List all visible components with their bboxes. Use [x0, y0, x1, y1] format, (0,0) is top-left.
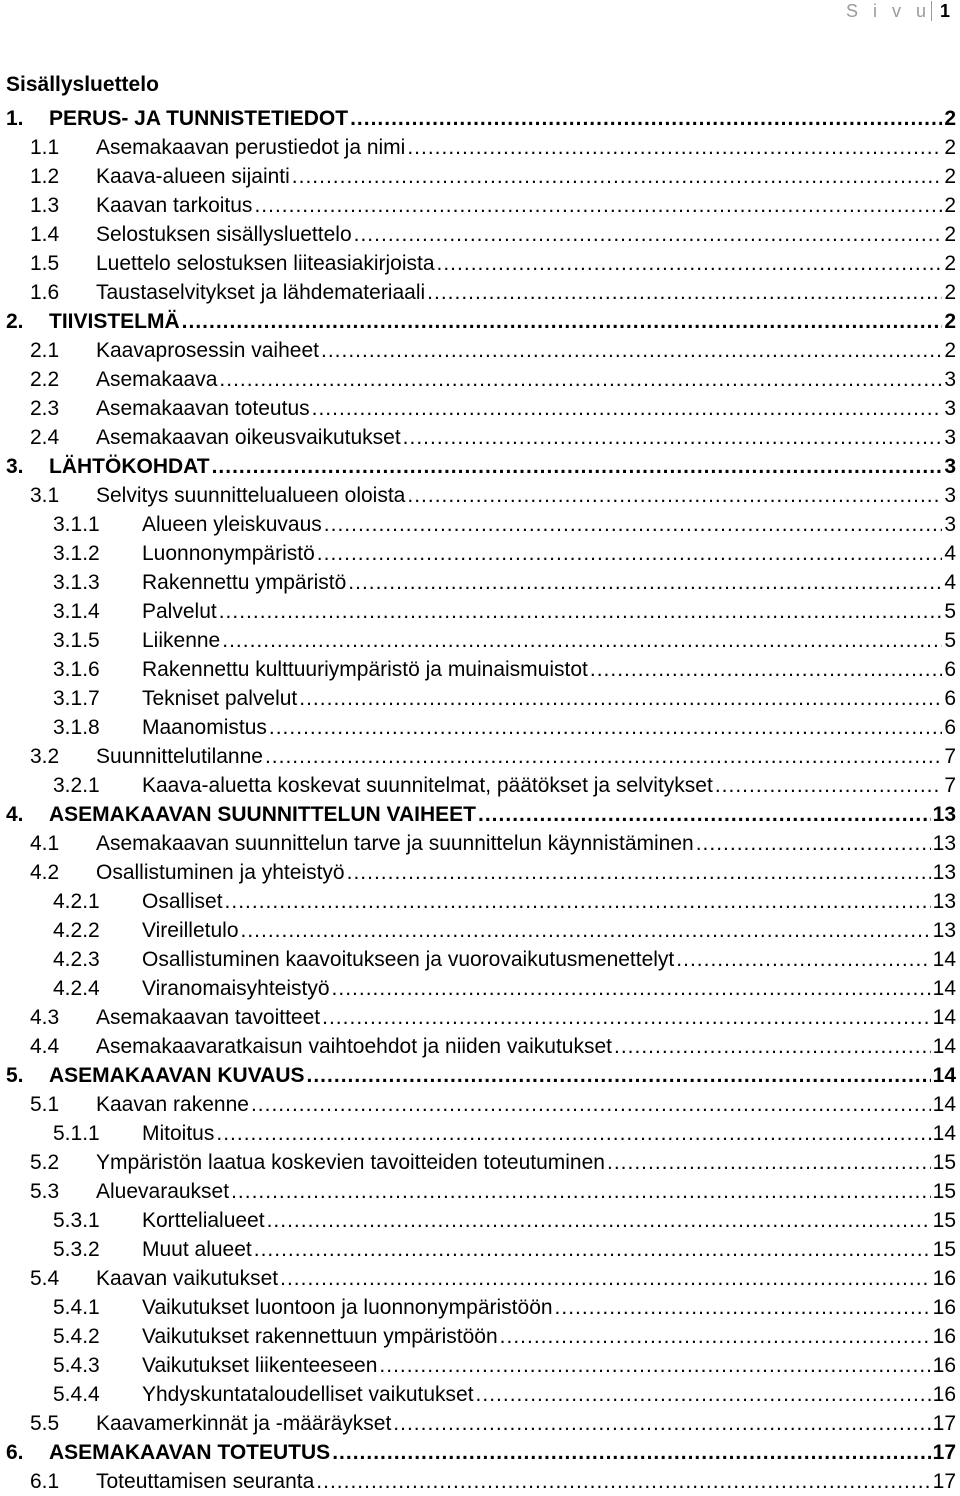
toc-dot-leader	[321, 336, 942, 365]
toc-entry-number: 2.2	[30, 368, 60, 391]
toc-entry-number: 4.2.3	[53, 948, 100, 971]
toc-entry[interactable]	[6, 597, 956, 626]
toc-entry[interactable]	[6, 742, 956, 771]
toc-entry-number: 3.1.4	[53, 600, 100, 623]
toc-entry-page: 4	[944, 571, 956, 594]
toc-entry-number: 1.1	[30, 136, 60, 159]
toc-entry-number: 1.4	[30, 223, 60, 246]
toc-dot-leader	[182, 307, 943, 336]
toc-entry-page: 16	[932, 1325, 956, 1348]
toc-entry-page: 2	[944, 281, 956, 304]
toc-entry-title: Yhdyskuntataloudelliset vaikutukset	[142, 1383, 474, 1406]
toc-entry-page: 4	[944, 542, 956, 565]
toc-entry[interactable]	[6, 1293, 956, 1322]
toc-entry-page: 17	[932, 1470, 956, 1493]
toc-entry-number: 3.1	[30, 484, 60, 507]
toc-entry-page: 5	[944, 600, 956, 623]
toc-entry-page: 14	[932, 948, 956, 971]
toc-entry-number: 5.4.3	[53, 1354, 100, 1377]
toc-entry[interactable]	[6, 1061, 956, 1090]
toc-entry[interactable]	[6, 568, 956, 597]
toc-entry-title: LÄHTÖKOHDAT	[49, 455, 210, 478]
toc-entry-title: Osallistuminen kaavoitukseen ja vuorovaikutusmenettelyt	[142, 948, 675, 971]
toc-entry-page: 2	[944, 136, 956, 159]
toc-dot-leader	[393, 1409, 930, 1438]
toc-entry-number: 3.1.8	[53, 716, 100, 739]
toc-entry[interactable]	[6, 800, 956, 829]
toc-dot-leader	[241, 916, 931, 945]
toc-entry[interactable]	[6, 1409, 956, 1438]
toc-entry-title: Liikenne	[142, 629, 221, 652]
toc-entry-page: 15	[932, 1180, 956, 1203]
toc-dot-leader	[590, 655, 942, 684]
toc-entry-title: Kaavan rakenne	[96, 1093, 249, 1116]
toc-entry[interactable]	[6, 1380, 956, 1409]
toc-dot-leader	[219, 597, 943, 626]
toc-entry-title: Rakennettu kulttuuriympäristö ja muinaismuistot	[142, 658, 588, 681]
toc-entry[interactable]	[6, 858, 956, 887]
toc-entry-title: Kaavaprosessin vaiheet	[96, 339, 319, 362]
toc-entry-title: Kaava-alueen sijainti	[96, 165, 290, 188]
toc-entry[interactable]	[6, 104, 956, 133]
toc-entry[interactable]	[6, 1235, 956, 1264]
toc-dot-leader	[312, 394, 943, 423]
toc-entry-page: 7	[944, 745, 956, 768]
toc-entry[interactable]	[6, 452, 956, 481]
toc-dot-leader	[280, 1264, 931, 1293]
toc-entry-number: 3.1.5	[53, 629, 100, 652]
toc-entry-page: 6	[944, 716, 956, 739]
toc-entry-title: Palvelut	[142, 600, 217, 623]
toc-entry-page: 15	[932, 1238, 956, 1261]
toc-entry-number: 1.3	[30, 194, 60, 217]
toc-entry-title: Asemakaavan tavoitteet	[96, 1006, 321, 1029]
toc-dot-leader	[216, 1119, 930, 1148]
toc-entry-title: Maanomistus	[142, 716, 267, 739]
toc-entry-number: 4.2.4	[53, 977, 100, 1000]
toc-entry-title: PERUS- JA TUNNISTETIEDOT	[49, 107, 349, 130]
toc-entry[interactable]	[6, 1148, 956, 1177]
toc-dot-leader	[407, 481, 942, 510]
page-header	[846, 0, 950, 22]
toc-entry[interactable]	[6, 887, 956, 916]
toc-entry[interactable]	[6, 278, 956, 307]
toc-dot-leader	[715, 771, 943, 800]
toc-entry-page: 2	[944, 339, 956, 362]
toc-entry-page: 14	[932, 1064, 956, 1087]
toc-entry[interactable]	[6, 655, 956, 684]
toc-entry-page: 6	[944, 687, 956, 710]
toc-entry-page: 13	[932, 861, 956, 884]
toc-entry[interactable]	[6, 249, 956, 278]
toc-dot-leader	[354, 220, 943, 249]
toc-entry-title: Asemakaavaratkaisun vaihtoehdot ja niiden vaikutukset	[96, 1035, 612, 1058]
toc-entry-page: 15	[932, 1209, 956, 1232]
toc-entry[interactable]	[6, 713, 956, 742]
toc-dot-leader	[500, 1322, 931, 1351]
toc-entry-title: Taustaselvitykset ja lähdemateriaali	[96, 281, 426, 304]
toc-entry-title: Luettelo selostuksen liiteasiakirjoista	[96, 252, 435, 275]
toc-dot-leader	[350, 104, 942, 133]
toc-entry-page: 3	[944, 484, 956, 507]
toc-entry-page: 16	[932, 1267, 956, 1290]
toc-title: Sisällysluettelo	[6, 73, 159, 96]
toc-entry-page: 16	[932, 1354, 956, 1377]
toc-dot-leader	[251, 1090, 931, 1119]
toc-entry-number: 1.2	[30, 165, 60, 188]
toc-entry[interactable]	[6, 1119, 956, 1148]
toc-entry[interactable]	[6, 684, 956, 713]
toc-entry-title: Viranomaisyhteistyö	[142, 977, 330, 1000]
page-number: 1	[939, 0, 950, 21]
toc-entry-title: Kaava-aluetta koskevat suunnitelmat, päätökset ja selvitykset	[142, 774, 713, 797]
toc-entry[interactable]	[6, 336, 956, 365]
toc-dot-leader	[307, 1061, 931, 1090]
toc-entry-number: 4.1	[30, 832, 60, 855]
toc-entry-title: Osallistuminen ja yhteistyö	[96, 861, 345, 884]
toc-entry-title: Selvitys suunnittelualueen oloista	[96, 484, 406, 507]
toc-entry-number: 2.	[6, 310, 24, 333]
toc-dot-leader	[254, 1235, 931, 1264]
toc-entry[interactable]	[6, 1177, 956, 1206]
toc-entry-title: Selostuksen sisällysluettelo	[96, 223, 352, 246]
toc-entry-page: 17	[932, 1412, 956, 1435]
toc-entry-number: 5.3.1	[53, 1209, 100, 1232]
toc-entry-page: 2	[944, 252, 956, 275]
toc-entry-page: 14	[932, 1035, 956, 1058]
toc-entry-title: Tekniset palvelut	[142, 687, 298, 710]
toc-entry[interactable]	[6, 626, 956, 655]
toc-entry[interactable]	[6, 365, 956, 394]
toc-entry-title: Vaikutukset luontoon ja luonnonympäristöön	[142, 1296, 553, 1319]
toc-entry-title: Korttelialueet	[142, 1209, 265, 1232]
toc-entry-number: 5.1.1	[53, 1122, 100, 1145]
toc-entry-page: 6	[944, 658, 956, 681]
toc-dot-leader	[254, 191, 942, 220]
toc-entry-page: 13	[932, 919, 956, 942]
toc-entry-number: 2.1	[30, 339, 60, 362]
page-label: S i v u	[845, 0, 931, 21]
toc-entry-number: 3.1.1	[53, 513, 100, 536]
toc-entry-number: 5.1	[30, 1093, 60, 1116]
toc-entry-number: 1.5	[30, 252, 60, 275]
toc-entry-page: 13	[932, 890, 956, 913]
toc-dot-leader	[324, 510, 943, 539]
toc-entry-page: 3	[944, 368, 956, 391]
toc-entry[interactable]	[6, 916, 956, 945]
toc-entry-title: Vaikutukset liikenteeseen	[142, 1354, 378, 1377]
toc-dot-leader	[222, 626, 942, 655]
toc-dot-leader	[212, 452, 943, 481]
toc-entry-title: Kaavamerkinnät ja -määräykset	[96, 1412, 392, 1435]
toc-entry-page: 5	[944, 629, 956, 652]
toc-entry-number: 1.6	[30, 281, 60, 304]
toc-entry-page: 2	[944, 223, 956, 246]
toc-dot-leader	[292, 162, 943, 191]
toc-entry-title: Asemakaavan oikeusvaikutukset	[96, 426, 401, 449]
toc-dot-leader	[614, 1032, 931, 1061]
toc-entry-title: Muut alueet	[142, 1238, 252, 1261]
toc-entry-number: 3.1.2	[53, 542, 100, 565]
toc-entry-title: Mitoitus	[142, 1122, 215, 1145]
toc-entry-page: 14	[932, 1006, 956, 1029]
toc-entry[interactable]	[6, 481, 956, 510]
toc-entry-title: Alueen yleiskuvaus	[142, 513, 322, 536]
toc-entry-title: TIIVISTELMÄ	[49, 310, 180, 333]
toc-entry[interactable]	[6, 162, 956, 191]
toc-dot-leader	[427, 278, 942, 307]
toc-entry-number: 2.4	[30, 426, 60, 449]
toc-dot-leader	[299, 684, 942, 713]
toc-dot-leader	[322, 1003, 931, 1032]
toc-entry-number: 4.2.2	[53, 919, 100, 942]
toc-entry-number: 6.	[6, 1441, 24, 1464]
toc-entry-number: 3.1.3	[53, 571, 100, 594]
toc-entry-title: Vireilletulo	[142, 919, 239, 942]
toc-entry-number: 4.2	[30, 861, 60, 884]
toc-entry-number: 3.1.7	[53, 687, 100, 710]
toc-dot-leader	[478, 800, 931, 829]
toc-dot-leader	[317, 539, 943, 568]
toc-entry-page: 7	[944, 774, 956, 797]
toc-entry[interactable]	[6, 220, 956, 249]
toc-dot-leader	[267, 1206, 931, 1235]
toc-entry-number: 3.1.6	[53, 658, 100, 681]
toc-entry-number: 3.2.1	[53, 774, 100, 797]
toc-entry-title: Vaikutukset rakennettuun ympäristöön	[142, 1325, 498, 1348]
toc-entry[interactable]	[6, 539, 956, 568]
toc-entry-number: 5.4	[30, 1267, 60, 1290]
toc-entry-number: 1.	[6, 107, 24, 130]
toc-entry-page: 15	[932, 1151, 956, 1174]
toc-dot-leader	[269, 713, 942, 742]
toc-entry-page: 13	[932, 803, 956, 826]
toc-entry-page: 3	[944, 513, 956, 536]
toc-dot-leader	[407, 133, 942, 162]
toc-entry-title: Toteuttamisen seuranta	[96, 1470, 315, 1493]
toc-dot-leader	[265, 742, 942, 771]
toc-entry-page: 3	[944, 426, 956, 449]
toc-entry-title: Asemakaavan perustiedot ja nimi	[96, 136, 406, 159]
toc-entry[interactable]	[6, 771, 956, 800]
toc-dot-leader	[225, 887, 931, 916]
toc-entry[interactable]	[6, 1090, 956, 1119]
toc-dot-leader	[607, 1148, 931, 1177]
toc-entry-number: 5.3.2	[53, 1238, 100, 1261]
toc-entry[interactable]	[6, 829, 956, 858]
toc-entry-number: 5.	[6, 1064, 24, 1087]
toc-entry[interactable]	[6, 1438, 956, 1467]
toc-entry-number: 3.	[6, 455, 24, 478]
toc-entry[interactable]	[6, 1264, 956, 1293]
toc-entry-number: 5.4.1	[53, 1296, 100, 1319]
toc-entry-number: 3.2	[30, 745, 60, 768]
toc-entry-number: 5.3	[30, 1180, 60, 1203]
toc-entry-title: Osalliset	[142, 890, 223, 913]
toc-entry-title: Asemakaavan suunnittelun tarve ja suunnittelun käynnistäminen	[96, 832, 694, 855]
toc-entry-number: 2.3	[30, 397, 60, 420]
toc-entry-page: 2	[944, 107, 956, 130]
toc-entry-title: Aluevaraukset	[96, 1180, 230, 1203]
toc-entry[interactable]	[6, 394, 956, 423]
toc-entry[interactable]	[6, 423, 956, 452]
toc-entry-page: 14	[932, 977, 956, 1000]
toc-entry-number: 5.2	[30, 1151, 60, 1174]
toc-dot-leader	[403, 423, 943, 452]
toc-entry[interactable]	[6, 1322, 956, 1351]
toc-entry-number: 4.3	[30, 1006, 60, 1029]
toc-entry-page: 2	[944, 194, 956, 217]
toc-entry-title: Asemakaavan toteutus	[96, 397, 310, 420]
toc-entry-number: 4.	[6, 803, 24, 826]
toc-entry-title: Suunnittelutilanne	[96, 745, 263, 768]
toc-entry-number: 4.4	[30, 1035, 60, 1058]
toc-entry-title: Asemakaava	[96, 368, 218, 391]
toc-entry-title: Ympäristön laatua koskevien tavoitteiden toteutuminen	[96, 1151, 605, 1174]
toc-dot-leader	[476, 1380, 931, 1409]
toc-entry-number: 6.1	[30, 1470, 60, 1493]
toc-entry-page: 14	[932, 1122, 956, 1145]
toc-entry[interactable]	[6, 510, 956, 539]
toc-dot-leader	[676, 945, 930, 974]
toc-entry[interactable]	[6, 307, 956, 336]
toc-dot-leader	[332, 974, 931, 1003]
toc-entry-number: 5.4.2	[53, 1325, 100, 1348]
toc-entry[interactable]	[6, 1003, 956, 1032]
toc-entry-title: Kaavan tarkoitus	[96, 194, 253, 217]
toc-entry-page: 2	[944, 310, 956, 333]
toc-entry-title: ASEMAKAAVAN SUUNNITTELUN VAIHEET	[49, 803, 477, 826]
toc-entry[interactable]	[6, 1351, 956, 1380]
toc-entry-title: ASEMAKAAVAN TOTEUTUS	[49, 1441, 331, 1464]
toc-dot-leader	[347, 858, 931, 887]
toc-entry-title: Luonnonympäristö	[142, 542, 315, 565]
toc-dot-leader	[231, 1177, 931, 1206]
toc-entry-number: 5.5	[30, 1412, 60, 1435]
toc-entry[interactable]	[6, 945, 956, 974]
toc-entry-page: 2	[944, 165, 956, 188]
toc-entry-page: 3	[944, 455, 956, 478]
toc-entry[interactable]	[6, 191, 956, 220]
toc-entry-page: 17	[932, 1441, 956, 1464]
toc-entry[interactable]	[6, 1032, 956, 1061]
toc-dot-leader	[437, 249, 943, 278]
toc-dot-leader	[696, 829, 931, 858]
toc-entry-title: ASEMAKAAVAN KUVAUS	[49, 1064, 305, 1087]
toc-dot-leader	[379, 1351, 930, 1380]
toc-dot-leader	[348, 568, 942, 597]
toc-dot-leader	[219, 365, 942, 394]
header-divider	[931, 1, 932, 21]
toc-entry-page: 16	[932, 1383, 956, 1406]
toc-entry-page: 13	[932, 832, 956, 855]
toc-entry-number: 5.4.4	[53, 1383, 100, 1406]
toc-entry[interactable]	[6, 974, 956, 1003]
toc-entry[interactable]	[6, 133, 956, 162]
toc-entry-page: 14	[932, 1093, 956, 1116]
toc-entry-title: Kaavan vaikutukset	[96, 1267, 279, 1290]
table-of-contents	[6, 104, 956, 1496]
toc-entry-number: 4.2.1	[53, 890, 100, 913]
toc-entry-page: 16	[932, 1296, 956, 1319]
toc-entry-title: Rakennettu ympäristö	[142, 571, 347, 594]
toc-entry-page: 3	[944, 397, 956, 420]
toc-dot-leader	[332, 1438, 930, 1467]
toc-dot-leader	[555, 1293, 931, 1322]
toc-entry[interactable]	[6, 1206, 956, 1235]
